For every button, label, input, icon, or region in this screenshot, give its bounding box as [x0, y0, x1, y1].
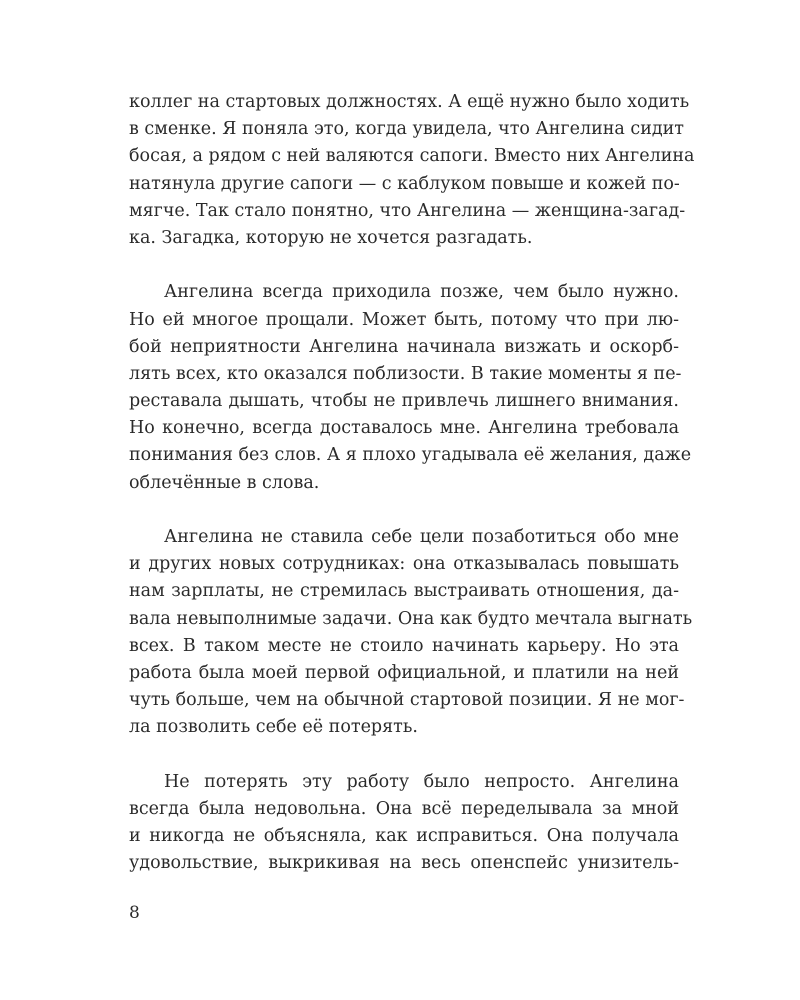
text-line: Ангелина всегда приходила позже, чем было нужно.	[164, 282, 679, 303]
text-line: нам зарплаты, не стремилась выстраивать отношения, да-	[129, 581, 679, 602]
text-line: понимания без слов. А я плохо угадывала её желания, даже	[129, 445, 692, 466]
text-line: и никогда не объясняла, как исправиться. Она получала	[129, 826, 679, 847]
text-line: работа была моей первой официальной, и платили на ней	[129, 662, 679, 683]
page-number: 8	[129, 903, 140, 923]
text-line: Но ей многое прощали. Может быть, потому что при лю-	[129, 309, 679, 330]
paragraph-1	[129, 89, 695, 252]
text-line: ла позволить себе её потерять.	[129, 717, 418, 738]
text-line: и других новых сотрудниках: она отказывалась повышать	[129, 554, 679, 575]
text-line: бой неприятности Ангелина начинала визжать и оскорб-	[129, 336, 679, 357]
text-line: лять всех, кто оказался поблизости. В такие моменты я пе-	[129, 363, 682, 384]
text-line: натянула другие сапоги — с каблуком повыше и кожей по-	[129, 173, 680, 194]
body-text	[129, 89, 695, 877]
text-line: мягче. Так стало понятно, что Ангелина — женщина-загад-	[129, 200, 686, 221]
text-line: всегда была недовольна. Она всё переделывала за мной	[129, 798, 679, 819]
paragraph-3	[129, 524, 693, 742]
text-line: в сменке. Я поняла это, когда увидела, что Ангелина сидит	[129, 119, 684, 140]
text-line: облечённые в слова.	[129, 472, 320, 493]
text-line: удовольствие, выкрикивая на весь опенспейс унизитель-	[129, 853, 679, 874]
text-line: всех. В таком месте не стоило начинать карьеру. Но эта	[129, 635, 679, 656]
text-line: коллег на стартовых должностях. А ещё нужно было ходить	[129, 92, 690, 112]
text-line: вала невыполнимые задачи. Она как будто мечтала выгнать	[129, 608, 693, 629]
text-line: чуть больше, чем на обычной стартовой позиции. Я не мог-	[129, 690, 685, 711]
text-line: Ангелина не ставила себе цели позаботиться обо мне	[164, 527, 679, 547]
paragraph-2	[129, 279, 692, 497]
text-line: ка. Загадка, которую не хочется разгадать.	[129, 227, 533, 248]
text-line: босая, а рядом с ней валяются сапоги. Вместо них Ангелина	[129, 146, 695, 167]
text-line: Но конечно, всегда доставалось мне. Ангелина требовала	[129, 418, 679, 439]
paragraph-4	[129, 769, 679, 878]
text-line: Не потерять эту работу было непросто. Ангелина	[164, 771, 679, 792]
text-line: реставала дышать, чтобы не привлечь лишнего внимания.	[129, 391, 679, 412]
